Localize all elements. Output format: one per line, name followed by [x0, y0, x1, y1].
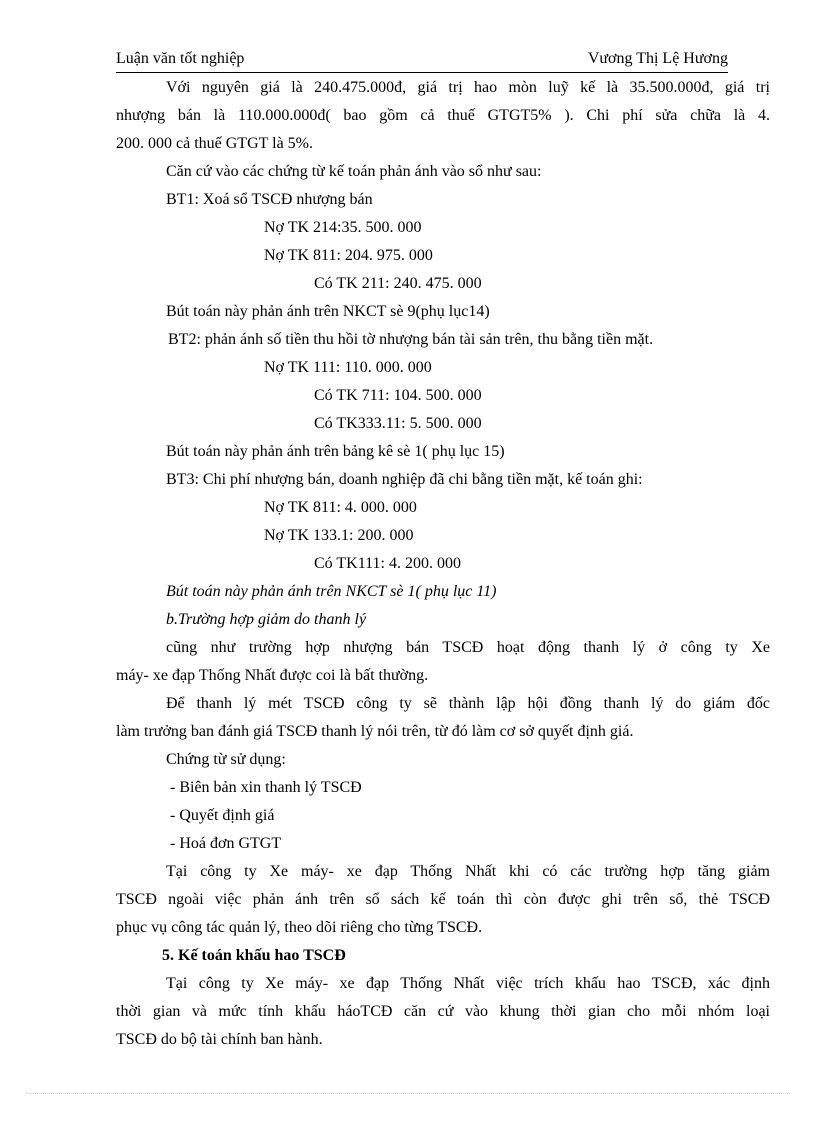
body-line: TSCĐ do bộ tài chính ban hành.	[116, 1031, 323, 1048]
body-line: Tại công ty Xe máy- xe đạp Thống Nhất khi có các trường hợp tăng giảm	[166, 863, 770, 880]
debit-line: Nợ TK 133.1: 200. 000	[264, 527, 414, 544]
body-line: cũng như trường hợp nhượng bán TSCĐ hoạt động thanh lý ở công ty Xe	[166, 639, 770, 656]
list-item: - Biên bản xin thanh lý TSCĐ	[170, 779, 362, 796]
body-line: Tại công ty Xe máy- xe đạp Thống Nhất việc trích khấu hao TSCĐ, xác định	[166, 975, 770, 992]
body-line: nhượng bán là 110.000.000đ( bao gồm cả thuế GTGT5% ). Chi phí sửa chữa là 4.	[116, 107, 770, 124]
body-line: máy- xe đạp Thống Nhất được coi là bất thường.	[116, 667, 429, 684]
page-header	[116, 50, 728, 73]
entry-heading: BT1: Xoá sổ TSCĐ nhượng bán	[166, 191, 373, 208]
document-body	[116, 74, 770, 1054]
debit-line: Nợ TK 111: 110. 000. 000	[264, 359, 432, 376]
list-item: - Quyết định giá	[170, 807, 275, 824]
body-line: phục vụ công tác quản lý, theo dõi riêng cho từng TSCĐ.	[116, 919, 483, 936]
credit-line: Có TK 211: 240. 475. 000	[314, 275, 482, 292]
debit-line: Nợ TK 214:35. 500. 000	[264, 219, 422, 236]
header-author: Vương Thị Lệ Hương	[587, 50, 728, 67]
entry-heading: BT3: Chi phí nhượng bán, doanh nghiệp đã chi bằng tiền mặt, kế toán ghi:	[166, 471, 643, 488]
credit-line: Có TK 711: 104. 500. 000	[314, 387, 482, 404]
body-line: làm trưởng ban đánh giá TSCĐ thanh lý nói trên, từ đó làm cơ sở quyết định giá.	[116, 723, 634, 740]
entry-heading: BT2: phản ánh số tiền thu hồi tờ nhượng bán tài sản trên, thu bằng tiền mặt.	[168, 331, 654, 348]
body-line: TSCĐ ngoài việc phản ánh trên sổ sách kế toán thì còn được ghi trên sổ, thẻ TSCĐ	[116, 891, 770, 908]
body-line: Chứng từ sử dụng:	[166, 751, 286, 768]
body-line: Bút toán này phản ánh trên NKCT sè 9(phụ lục14)	[166, 303, 490, 320]
body-line: Căn cứ vào các chứng từ kế toán phản ánh vào sổ như sau:	[166, 163, 542, 180]
body-line: Với nguyên giá là 240.475.000đ, giá trị hao mòn luỹ kế là 35.500.000đ, giá trị	[166, 79, 770, 96]
body-line: Bút toán này phản ánh trên bảng kê sè 1( phụ lục 15)	[166, 443, 505, 460]
body-line: 200. 000 cả thuế GTGT là 5%.	[116, 135, 313, 152]
body-line: Để thanh lý mét TSCĐ công ty sẽ thành lập hội đồng thanh lý do giám đốc	[166, 695, 770, 712]
section-heading: 5. Kế toán khấu hao TSCĐ	[162, 947, 346, 964]
debit-line: Nợ TK 811: 4. 000. 000	[264, 499, 417, 516]
credit-line: Có TK111: 4. 200. 000	[314, 555, 461, 572]
body-line: thời gian và mức tính khấu háoTCĐ căn cứ vào khung thời gian cho mỗi nhóm loại	[116, 1003, 770, 1020]
footer-divider	[26, 1093, 790, 1094]
credit-line: Có TK333.11: 5. 500. 000	[314, 415, 482, 432]
italic-note: Bút toán này phản ánh trên NKCT sè 1( phụ lục 11)	[166, 583, 497, 600]
list-item: - Hoá đơn GTGT	[170, 835, 282, 852]
section-subheading: b.Trường hợp giảm do thanh lý	[166, 611, 367, 628]
debit-line: Nợ TK 811: 204. 975. 000	[264, 247, 433, 264]
header-left-title: Luận văn tốt nghiệp	[116, 50, 245, 67]
